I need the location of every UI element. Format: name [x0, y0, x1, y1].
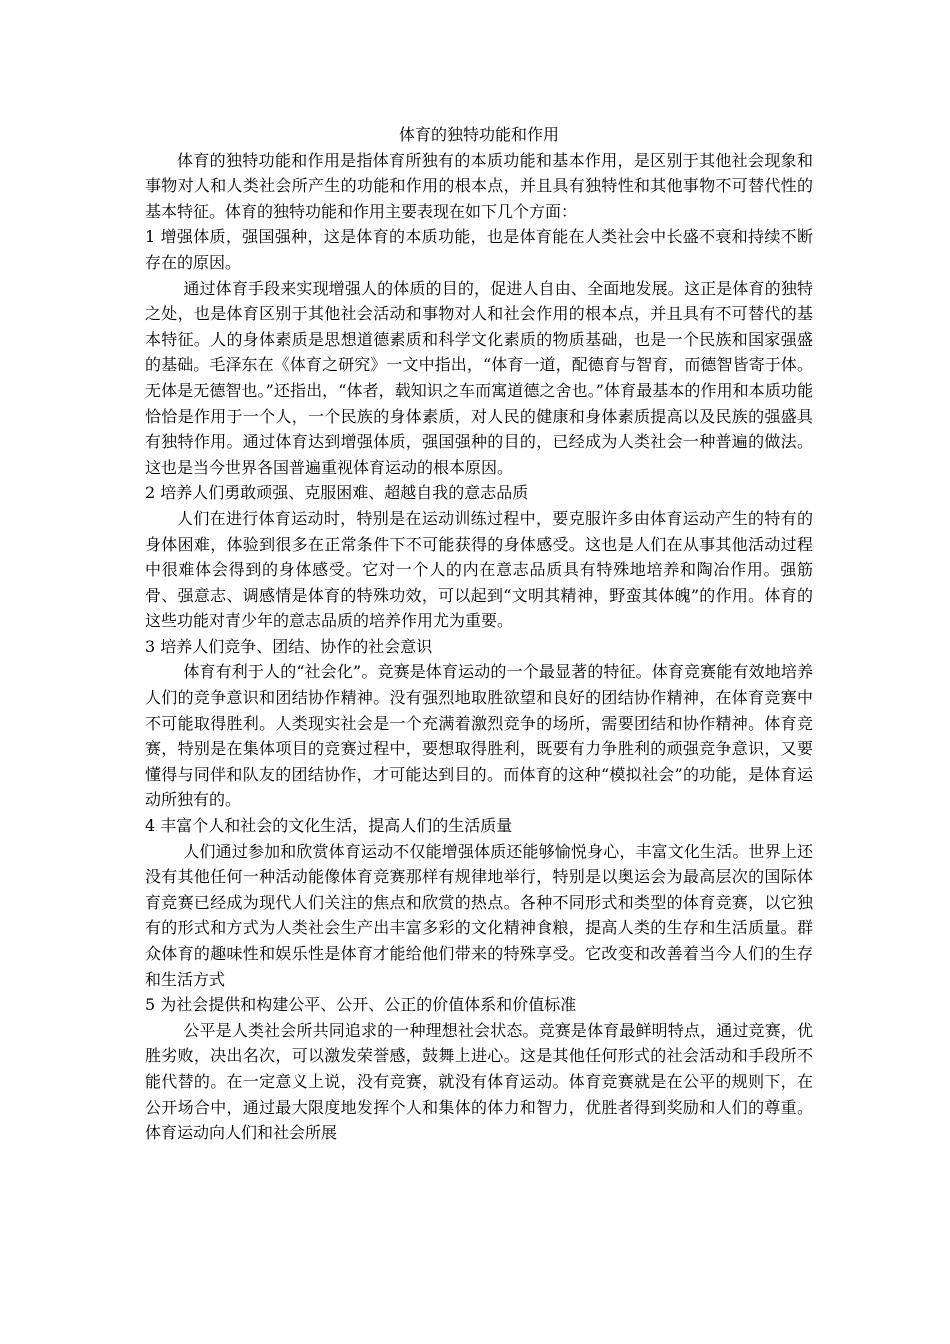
section-4-body: 人们通过参加和欣赏体育运动不仅能增强体质还能够愉悦身心，丰富文化生活。世界上还没有其他任何一种活动能像体育竞赛那样有规律地举行，特别是以奥运会为最高层次的国际体育竞赛已经成为现代人们关注的焦点和欣赏的热点。各种不同形式和类型的体育竞赛，以它独有的形式和方式为人类社会生产出丰富多彩的文化精神食粮，提高人类的生存和生活质量。群众体育的趣味性和娱乐性是体育才能给他们带来的特殊享受。它改变和改善着当今人们的生存和生活方式	[145, 841, 813, 989]
section-3-body: 体育有利于人的“社会化”。竞赛是体育运动的一个最显著的特征。体育竞赛能有效地培养人们的竞争意识和团结协作精神。没有强烈地取胜欲望和良好的团结协作精神，在体育竞赛中不可能取得胜利。人类现实社会是一个充满着激烈竞争的场所，需要团结和协作精神。体育竞赛，特别是在集体项目的竞赛过程中，要想取得胜利，既要有力争胜利的顽强竞争意识，又要懂得与同伴和队友的团结协作，才可能达到目的。而体育的这种“模拟社会”的功能，是体育运动所独有的。	[145, 662, 813, 810]
section-4-heading: 4 丰富个人和社会的文化生活，提高人们的生活质量	[145, 816, 513, 836]
section-2-heading: 2 培养人们勇敢顽强、克服困难、超越自我的意志品质	[145, 483, 529, 503]
section-5-heading: 5 为社会提供和构建公平、公开、公正的价值体系和价值标准	[145, 995, 577, 1015]
document-page	[145, 122, 813, 1146]
section-5-body: 公平是人类社会所共同追求的一种理想社会状态。竞赛是体育最鲜明特点，通过竞赛，优胜劣败，决出名次，可以激发荣誉感，鼓舞上进心。这是其他任何形式的社会活动和手段所不能代替的。在一定意义上说，没有竞赛，就没有体育运动。体育竞赛就是在公平的规则下，在公开场合中，通过最大限度地发挥个人和集体的体力和智力，优胜者得到奖励和人们的尊重。体育运动向人们和社会所展	[145, 1020, 813, 1143]
intro-paragraph: 体育的独特功能和作用是指体育所独有的本质功能和基本作用，是区别于其他社会现象和事物对人和人类社会所产生的功能和作用的根本点，并且具有独特性和其他事物不可替代性的基本特征。体育的独特功能和作用主要表现在如下几个方面：	[145, 150, 813, 221]
document-title: 体育的独特功能和作用	[398, 125, 559, 144]
section-2-body: 人们在进行体育运动时，特别是在运动训练过程中，要克服许多由体育运动产生的特有的身体困难，体验到很多在正常条件下不可能获得的身体感受。这也是人们在从事其他活动过程中很难体会得到的身体感受。它对一个人的内在意志品质具有特殊地培养和陶冶作用。强筋骨、强意志、调感情是体育的特殊功效，可以起到“文明其精神，野蛮其体魄”的作用。体育的这些功能对青少年的意志品质的培养作用尤为重要。	[145, 508, 813, 631]
section-1-heading: 1 增强体质，强国强种，这是体育的本质功能，也是体育能在人类社会中长盛不衰和持续不断存在的原因。	[145, 227, 813, 272]
section-3-heading: 3 培养人们竞争、团结、协作的社会意识	[145, 636, 433, 656]
section-1-body: 通过体育手段来实现增强人的体质的目的，促进人自由、全面地发展。这正是体育的独特之处，也是体育区别于其他社会活动和事物对人和社会作用的根本点，并且具有不可替代的基本特征。人的身体素质是思想道德素质和科学文化素质的物质基础，也是一个民族和国家强盛的基础。毛泽东在《体育之研究》一文中指出，“体育一道，配德育与智育，而德智皆寄于体。无体是无德智也。”还指出，“体者，载知识之车而寓道德之舍也。”体育最基本的作用和本质功能恰恰是作用于一个人，一个民族的身体素质，对人民的健康和身体素质提高以及民族的强盛具有独特作用。通过体育达到增强体质，强国强种的目的，已经成为人类社会一种普遍的做法。这也是当今世界各国普遍重视体育运动的根本原因。	[145, 278, 813, 477]
